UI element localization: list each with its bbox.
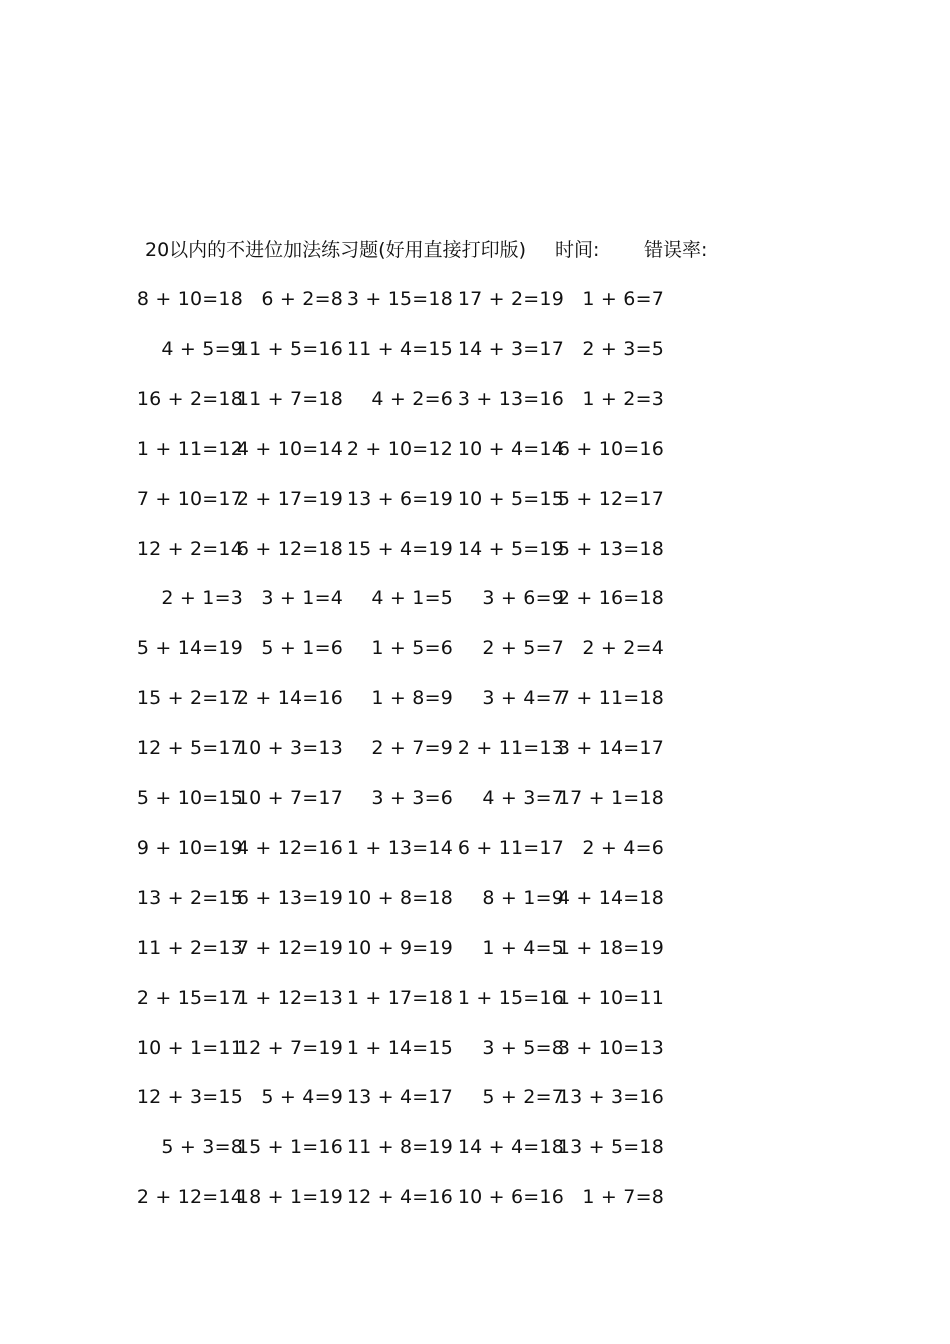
problem-item: 1 + 13=14	[346, 836, 453, 859]
problem-item: 10 + 5=15	[457, 487, 564, 510]
problem-item: 6 + 12=18	[236, 537, 343, 560]
problem-item: 5 + 3=8	[161, 1136, 243, 1159]
problem-item: 2 + 10=12	[346, 437, 453, 460]
problem-item: 7 + 10=17	[136, 487, 243, 510]
problem-item: 1 + 6=7	[582, 288, 664, 310]
problem-item: 10 + 6=16	[457, 1186, 564, 1209]
problem-item: 8 + 10=18	[136, 288, 243, 310]
problem-item: 15 + 1=16	[236, 1136, 343, 1159]
problem-item: 11 + 8=19	[346, 1136, 453, 1159]
problem-item: 4 + 10=14	[236, 437, 343, 460]
problem-item: 4 + 5=9	[161, 337, 243, 360]
problem-item: 6 + 2=8	[261, 288, 343, 310]
problem-item: 7 + 11=18	[557, 687, 664, 710]
problem-item: 5 + 12=17	[557, 487, 664, 510]
problem-item: 1 + 5=6	[371, 637, 453, 660]
problem-item: 10 + 1=11	[136, 1036, 243, 1059]
problem-item: 10 + 4=14	[457, 437, 564, 460]
problem-item: 17 + 1=18	[557, 787, 664, 809]
problem-item: 13 + 3=16	[557, 1086, 664, 1109]
problem-item: 10 + 3=13	[236, 737, 343, 760]
problem-item: 5 + 2=7	[482, 1086, 564, 1109]
problem-item: 3 + 13=16	[457, 387, 564, 410]
problem-item: 6 + 13=19	[236, 886, 343, 909]
problem-item: 12 + 4=16	[346, 1186, 453, 1209]
problem-item: 12 + 7=19	[236, 1036, 343, 1059]
problem-item: 5 + 13=18	[557, 537, 664, 560]
problem-item: 6 + 11=17	[457, 836, 564, 859]
problem-item: 1 + 8=9	[371, 687, 453, 710]
problem-item: 3 + 1=4	[261, 587, 343, 610]
problem-item: 13 + 4=17	[346, 1086, 453, 1109]
problem-item: 5 + 4=9	[261, 1086, 343, 1109]
problem-item: 12 + 3=15	[136, 1086, 243, 1109]
problem-item: 2 + 12=14	[136, 1186, 243, 1209]
problem-item: 14 + 4=18	[457, 1136, 564, 1159]
problem-item: 14 + 3=17	[457, 337, 564, 360]
problem-item: 2 + 3=5	[582, 337, 664, 360]
problem-item: 11 + 7=18	[236, 387, 343, 410]
problem-item: 3 + 4=7	[482, 687, 564, 710]
problem-item: 1 + 7=8	[582, 1186, 664, 1209]
problem-item: 1 + 15=16	[457, 986, 564, 1009]
problem-item: 4 + 1=5	[371, 587, 453, 610]
problem-item: 7 + 12=19	[236, 936, 343, 959]
problem-item: 2 + 4=6	[582, 836, 664, 859]
problem-item: 2 + 17=19	[236, 487, 343, 510]
problem-item: 6 + 10=16	[557, 437, 664, 460]
problem-item: 1 + 4=5	[482, 936, 564, 959]
time-label: 时间:	[555, 239, 600, 261]
problem-item: 1 + 17=18	[346, 986, 453, 1009]
problem-item: 2 + 11=13	[457, 737, 564, 760]
problem-item: 3 + 14=17	[557, 737, 664, 760]
problem-item: 4 + 2=6	[371, 387, 453, 410]
problem-item: 2 + 14=16	[236, 687, 343, 710]
problem-item: 11 + 5=16	[236, 337, 343, 360]
problem-item: 13 + 5=18	[557, 1136, 664, 1159]
problem-item: 2 + 16=18	[557, 587, 664, 610]
problem-item: 15 + 2=17	[136, 687, 243, 710]
problem-item: 9 + 10=19	[136, 836, 243, 859]
problem-item: 12 + 5=17	[136, 737, 243, 760]
problem-item: 10 + 9=19	[346, 936, 453, 959]
problem-item: 18 + 1=19	[236, 1186, 343, 1209]
problem-item: 10 + 7=17	[236, 787, 343, 809]
problem-item: 13 + 6=19	[346, 487, 453, 510]
worksheet-header	[145, 236, 845, 264]
problem-item: 16 + 2=18	[136, 387, 243, 410]
error-rate-label: 错误率:	[644, 239, 708, 261]
problem-item: 2 + 5=7	[482, 637, 564, 660]
problem-item: 3 + 6=9	[482, 587, 564, 610]
problem-item: 1 + 10=11	[557, 986, 664, 1009]
problem-item: 5 + 10=15	[136, 787, 243, 809]
problem-item: 15 + 4=19	[346, 537, 453, 560]
problem-item: 1 + 2=3	[582, 387, 664, 410]
problem-item: 11 + 4=15	[346, 337, 453, 360]
problem-item: 4 + 3=7	[482, 787, 564, 809]
problem-item: 2 + 15=17	[136, 986, 243, 1009]
problem-item: 5 + 14=19	[136, 637, 243, 660]
problem-item: 11 + 2=13	[136, 936, 243, 959]
problem-item: 5 + 1=6	[261, 637, 343, 660]
problem-item: 10 + 8=18	[346, 886, 453, 909]
problem-item: 3 + 3=6	[371, 787, 453, 809]
problem-item: 1 + 11=12	[136, 437, 243, 460]
problem-item: 3 + 5=8	[482, 1036, 564, 1059]
problem-item: 12 + 2=14	[136, 537, 243, 560]
problem-item: 1 + 14=15	[346, 1036, 453, 1059]
problem-item: 4 + 12=16	[236, 836, 343, 859]
problem-item: 17 + 2=19	[457, 288, 564, 310]
problem-item: 13 + 2=15	[136, 886, 243, 909]
problem-item: 3 + 15=18	[346, 288, 453, 310]
worksheet-title: 20以内的不进位加法练习题(好用直接打印版)	[145, 239, 527, 261]
problem-item: 3 + 10=13	[557, 1036, 664, 1059]
problem-item: 2 + 7=9	[371, 737, 453, 760]
problem-item: 14 + 5=19	[457, 537, 564, 560]
problem-item: 2 + 2=4	[582, 637, 664, 660]
problem-item: 8 + 1=9	[482, 886, 564, 909]
problem-item: 2 + 1=3	[161, 587, 243, 610]
problem-item: 1 + 12=13	[236, 986, 343, 1009]
problem-item: 1 + 18=19	[557, 936, 664, 959]
problem-item: 4 + 14=18	[557, 886, 664, 909]
